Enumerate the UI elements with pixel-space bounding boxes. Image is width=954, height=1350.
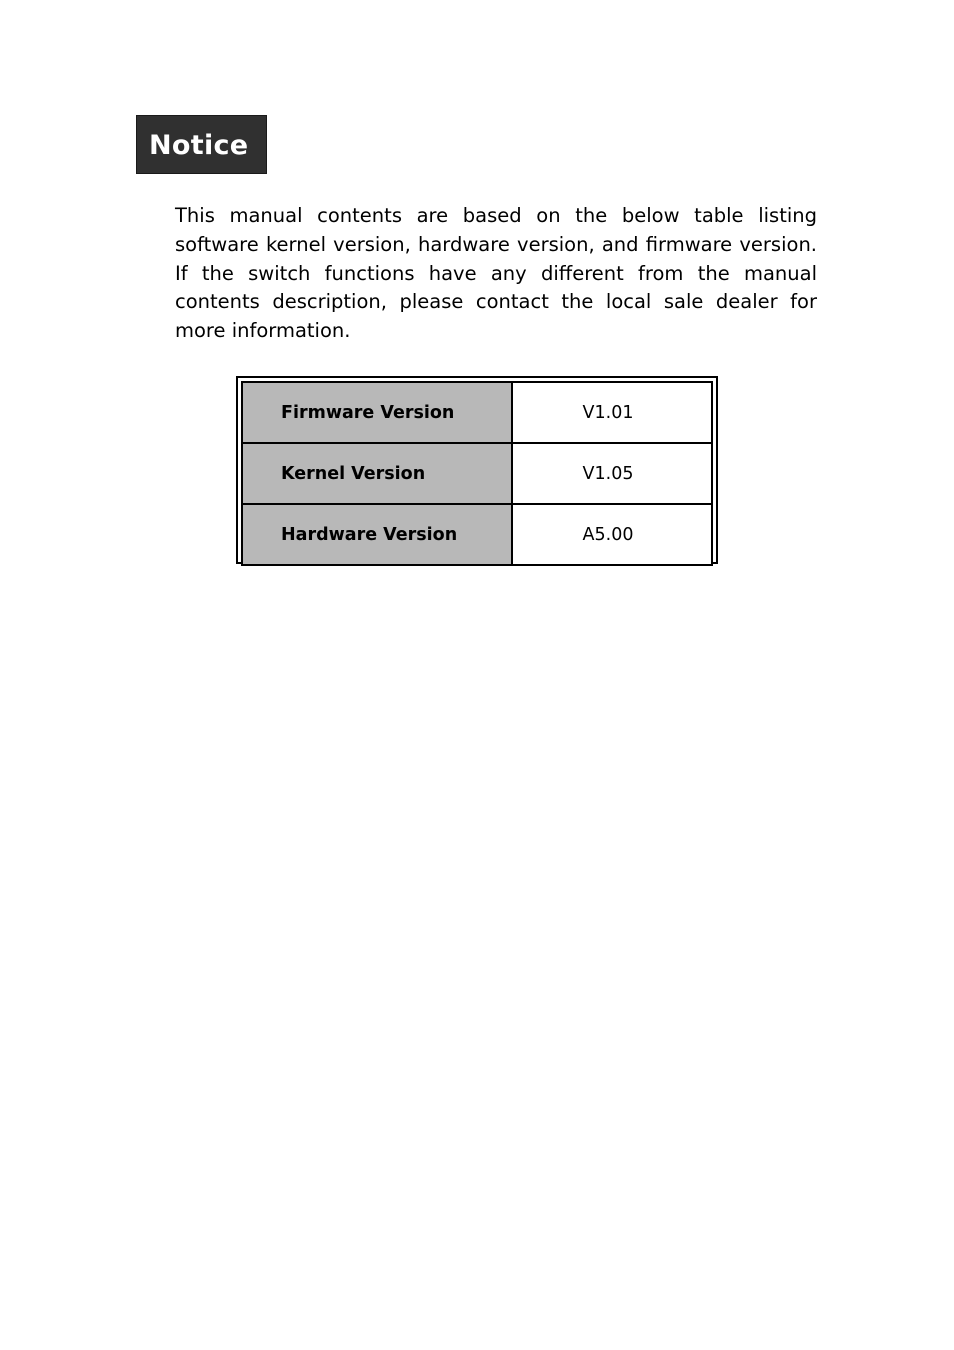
table-row-firmware	[242, 382, 712, 443]
version-table-frame	[236, 376, 718, 564]
table-row-kernel	[242, 443, 712, 504]
kernel-version-value: V1.05	[512, 443, 712, 504]
notice-paragraph: This manual contents are based on the below table listing software kernel version, hardware version, and firmware version. If the switch functions have any different from the manual contents description, please contact the local sale dealer for more information.	[175, 204, 817, 343]
notice-heading: Notice	[136, 115, 267, 174]
table-row-hardware	[242, 504, 712, 565]
kernel-version-label: Kernel Version	[242, 443, 512, 504]
firmware-version-label: Firmware Version	[242, 382, 512, 443]
hardware-version-value: A5.00	[512, 504, 712, 565]
hardware-version-label: Hardware Version	[242, 504, 512, 565]
firmware-version-value: V1.01	[512, 382, 712, 443]
version-table	[241, 381, 713, 566]
